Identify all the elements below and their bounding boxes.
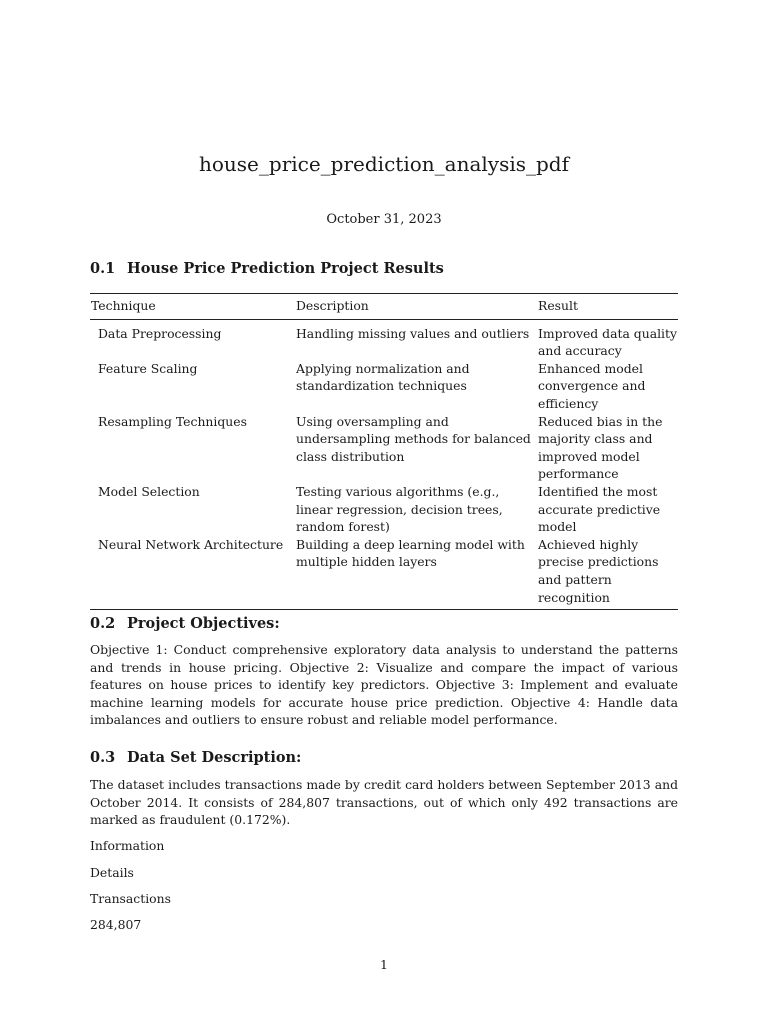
cell-result: Achieved highly precise predictions and pattern recognition — [538, 536, 659, 605]
cell-result: Enhanced model convergence and efficiency — [538, 360, 646, 411]
cell-technique: Resampling Techniques — [98, 413, 247, 429]
page-number: 1 — [380, 957, 388, 972]
column-header-technique: Technique — [91, 298, 156, 313]
column-header-description: Description — [296, 298, 369, 313]
section-title: Data Set Description: — [127, 749, 302, 766]
dataset-line-information: Information — [90, 838, 165, 853]
cell-description: Handling missing values and outliers — [296, 325, 530, 341]
objectives-paragraph: Objective 1: Conduct comprehensive exploratory data analysis to understand the patterns and trends in house pricing. Objective 2: Visualize and compare the impact of various features on house prices to identify key predictors. Objective 3: Implement and evaluate machine learning models for accurate house price prediction. Objective 4: Handle data imbalances and outliers to ensure robust and reliable model performance. — [90, 642, 678, 728]
dataset-paragraph: The dataset includes transactions made by credit card holders between September 2013 and October 2014. It consists of 284,807 transactions, out of which only 492 transactions are marked as fraudulent (0.172%). — [90, 777, 678, 828]
section-heading-dataset — [90, 748, 301, 768]
section-title: Project Objectives: — [127, 615, 280, 632]
cell-technique: Data Preprocessing — [98, 325, 222, 341]
cell-description: Applying normalization and standardization techniques — [296, 360, 470, 394]
dataset-line-details: Details — [90, 865, 134, 880]
document-title: house_price_prediction_analysis_pdf — [198, 152, 569, 176]
cell-description: Building a deep learning model with multiple hidden layers — [296, 536, 525, 570]
section-number: 0.3 — [90, 749, 116, 766]
document-date: October 31, 2023 — [326, 212, 442, 227]
cell-result: Reduced bias in the majority class and improved model performance — [538, 413, 663, 482]
table-row — [90, 483, 678, 536]
cell-technique: Model Selection — [98, 483, 200, 499]
table-row — [90, 413, 678, 483]
column-header-result: Result — [538, 298, 578, 313]
table-row — [90, 536, 678, 610]
section-number: 0.2 — [90, 615, 116, 632]
section-title: House Price Prediction Project Results — [127, 260, 444, 277]
cell-description: Testing various algorithms (e.g., linear regression, decision trees, random forest) — [296, 483, 503, 535]
results-table — [90, 293, 678, 610]
section-number: 0.1 — [90, 260, 116, 277]
section-heading-results — [90, 259, 444, 279]
cell-technique: Feature Scaling — [98, 360, 198, 376]
section-heading-objectives — [90, 614, 280, 634]
dataset-line-transactions: Transactions — [90, 891, 171, 906]
dataset-line-count: 284,807 — [90, 917, 142, 932]
cell-result: Identified the most accurate predictive model — [538, 483, 661, 535]
cell-description: Using oversampling and undersampling methods for balanced class distribution — [296, 413, 531, 464]
cell-technique: Neural Network Architecture — [98, 536, 284, 552]
table-header-row — [90, 294, 678, 320]
table-row — [90, 319, 678, 360]
cell-result: Improved data quality and accuracy — [538, 325, 677, 359]
table-row — [90, 360, 678, 413]
